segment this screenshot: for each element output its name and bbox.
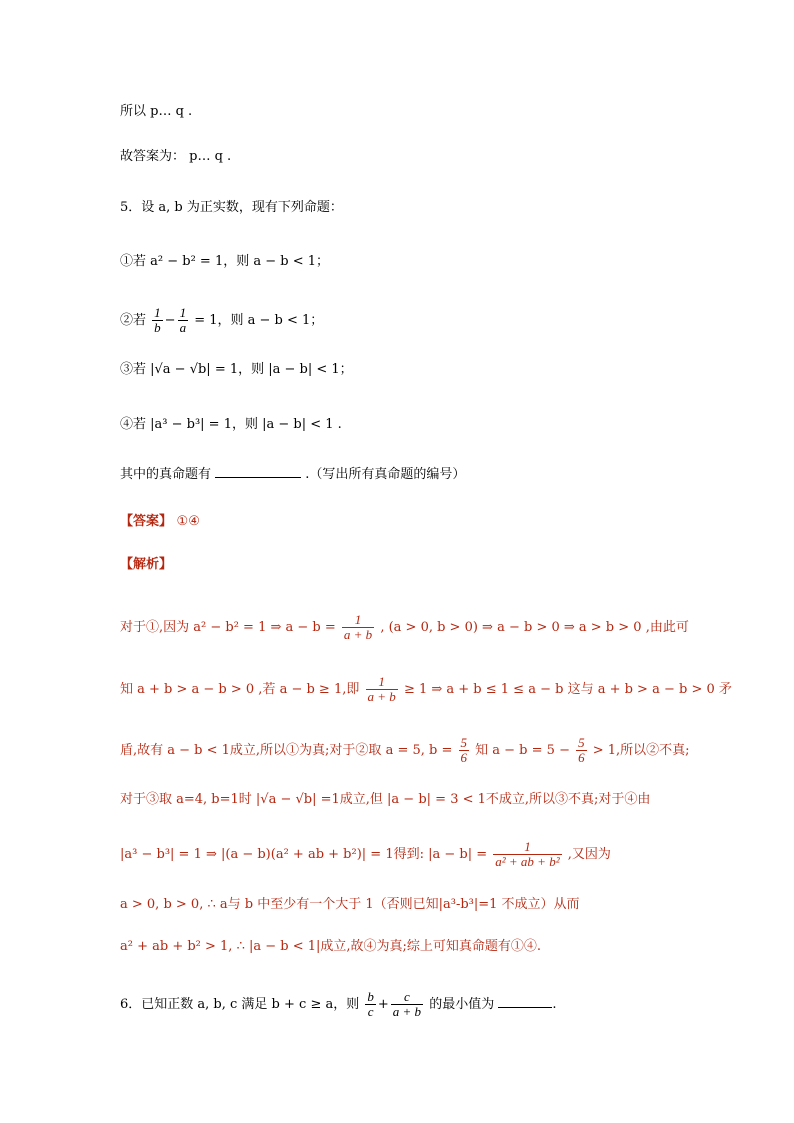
frac-den: a² + ab + b² [495, 854, 560, 869]
line-therefore: 所以 p… q . [120, 104, 193, 119]
frac-num: 1 [154, 305, 161, 320]
proposition-2: ②若 $\frac{1}{b}$ − $\frac{1}{a}$ = 1，则 a − b < 1； [120, 305, 324, 335]
fraction-5-over-6 [459, 736, 470, 765]
analysis-line-7: a² + ab + b² > 1, ∴ |a − b < 1|成立,故④为真;综上可知真命题有①④. [120, 939, 542, 954]
proposition-1: ①若 a² − b² = 1，则 a − b < 1； [120, 254, 330, 269]
fraction-1-over-sum [493, 840, 561, 869]
proposition-3: ③若 |√a − √b| = 1，则 |a − b| < 1； [120, 362, 353, 377]
a3-prefix: 盾,故有 a − b < 1成立,所以①为真;对于②取 a = 5, b = [120, 743, 453, 758]
question-5-intro: 5．设 a, b 为正实数，现有下列命题： [120, 200, 343, 215]
fraction-1-over-a [178, 306, 189, 335]
answer-label: 【答案】 [120, 514, 173, 529]
fraction-1-over-a-plus-b [342, 613, 374, 642]
analysis-line-3 [120, 736, 690, 765]
a1-suffix: , (a > 0, b > 0) ⇒ a − b > 0 ⇒ a > b > 0 ,由此可 [380, 620, 689, 635]
question-6: 6．已知正数 a, b, c 满足 b + c ≥ a，则 $\frac{b}{c}$ + $\frac{c}{a + b}$ 的最小值为 . [120, 989, 557, 1019]
q6-suffix: 的最小值为 [429, 997, 495, 1012]
analysis-line-4: 对于③取 a=4, b=1时 |√a − √b| =1成立,但 |a − b| = 3 < 1不成立,所以③不真;对于④由 [120, 792, 651, 807]
prop2-prefix: ②若 [120, 313, 147, 328]
a2-suffix: ≥ 1 ⇒ a + b ≤ 1 ≤ a − b 这与 a + b > a − b > 0 矛 [403, 682, 732, 697]
analysis-label: 【解析】 [120, 557, 173, 572]
fraction-1-over-a-plus-b [366, 675, 398, 704]
ask-prefix: 其中的真命题有 [120, 467, 212, 482]
frac-den: c [367, 1004, 374, 1019]
q6-prefix: 6．已知正数 a, b, c 满足 b + c ≥ a，则 [120, 997, 360, 1012]
frac-num: 5 [578, 735, 585, 750]
frac-num: 1 [342, 613, 374, 628]
q6-end: . [552, 997, 557, 1012]
analysis-line-6: a > 0, b > 0, ∴ a与 b 中至少有一个大于 1（否则已知|a³-b³|=1 不成立）从而 [120, 897, 580, 912]
ask-suffix: .（写出所有真命题的编号） [305, 467, 466, 482]
a3-suffix: > 1,所以②不真; [592, 743, 690, 758]
answer-blank [498, 995, 552, 1008]
analysis-line-2 [120, 675, 732, 704]
frac-num: b [367, 989, 374, 1004]
frac-num: 5 [460, 735, 467, 750]
line-answer-q4: 故答案为： p… q . [120, 149, 232, 164]
a5-prefix: |a³ − b³| = 1 ⇒ |(a − b)(a² + ab + b²)| = 1得到: |a − b| = [120, 847, 488, 862]
frac-num: 1 [179, 305, 187, 320]
analysis-line-5 [120, 840, 611, 869]
answer-value: ①④ [176, 514, 200, 529]
answer-blank [215, 465, 301, 478]
fraction-c-over-a-plus-b [391, 990, 423, 1019]
frac-den: 6 [460, 750, 467, 765]
fraction-5-over-6 [576, 736, 587, 765]
question-5-ask [120, 465, 465, 485]
a2-prefix: 知 a + b > a − b > 0 ,若 a − b ≥ 1,即 [120, 682, 360, 697]
frac-den: a + b [367, 689, 396, 704]
answer-row [120, 512, 200, 532]
frac-den: b [154, 320, 161, 335]
prop2-suffix: = 1，则 a − b < 1； [194, 313, 324, 328]
frac-den: a + b [392, 1004, 422, 1019]
frac-num: c [391, 990, 423, 1005]
frac-num: 1 [366, 675, 398, 690]
proposition-4: ④若 |a³ − b³| = 1，则 |a − b| < 1 . [120, 417, 342, 432]
frac-den: a + b [343, 627, 373, 642]
fraction-1-over-b [152, 306, 163, 335]
a1-prefix: 对于①,因为 a² − b² = 1 ⇒ a − b = [120, 620, 336, 635]
analysis-line-1 [120, 613, 689, 642]
a5-suffix: ,又因为 [567, 847, 611, 862]
frac-den: 6 [578, 750, 585, 765]
fraction-b-over-c [365, 990, 376, 1019]
frac-den: a [179, 320, 187, 335]
frac-num: 1 [493, 840, 561, 855]
a3-middle: 知 a − b = 5 − [475, 743, 570, 758]
